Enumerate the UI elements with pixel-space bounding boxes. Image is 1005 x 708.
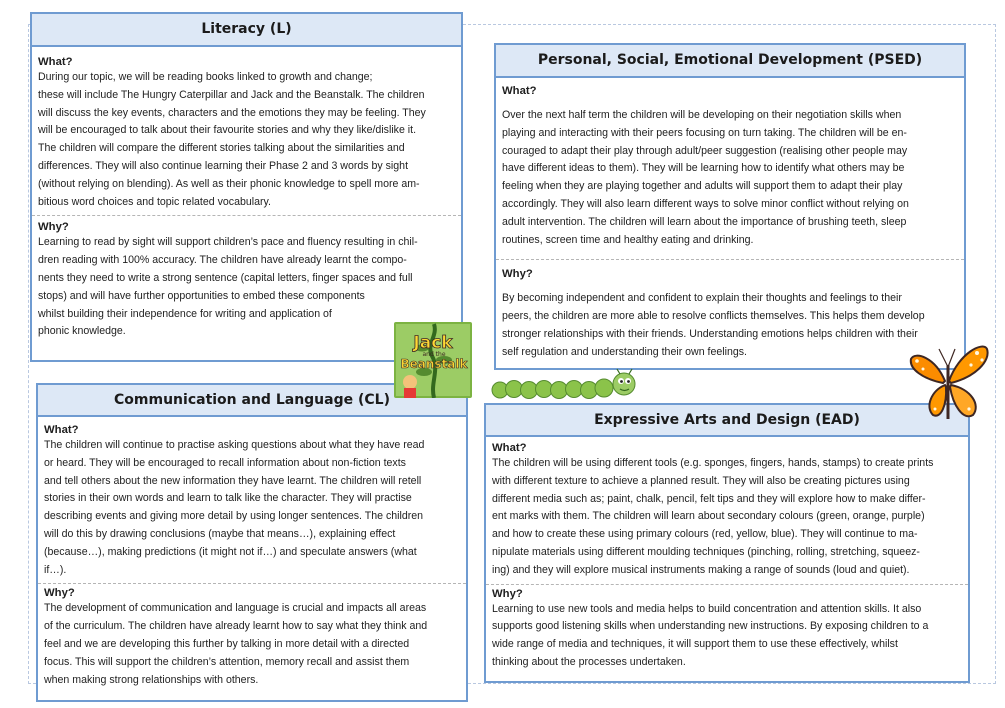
caterpillar-image [490, 368, 640, 402]
literacy-why-label: Why? [38, 221, 69, 234]
cl-what-label: What? [44, 424, 79, 436]
literacy-what-label: What? [38, 56, 73, 68]
literacy-what-section [32, 47, 461, 211]
jack-beanstalk-book-image [394, 322, 472, 398]
book-title-line3: Beanstalk [400, 357, 468, 371]
ead-why-text: Learning to use new tools and media helps to build concentration and attention skills. It also supports good listening skills when understanding new instructions. By exposing children to a wide range of media and techniques, it will support them to use these effectively, whilst thinking about the processes undertaken. [492, 602, 929, 668]
psed-what-label: What? [502, 85, 537, 97]
psed-what-section [496, 78, 964, 249]
cl-what-text: The children will continue to practise asking questions about what they have read or heard. They will be encouraged to recall information about non-fiction texts and tell others about the new information they have learnt. The children will retell stories in their own words and learn to talk like the character. They will practise describing events and giving more detail by using longer sentences. The children will do this by drawing conclusions (maybe that means…), explaining effect (because…), making predictions (it might not if…) and speculate answers (what if…). [44, 439, 425, 576]
psed-panel [494, 43, 966, 370]
psed-why-section [496, 260, 964, 361]
psed-why-text: By becoming independent and confident to explain their thoughts and feelings to their peers, the children are more able to resolve conflicts themselves. This helps them develop stronger relationships with their friends. Understanding emotions helps children with their self regulation and understanding their own feelings. [502, 292, 925, 358]
cl-why-text: The development of communication and language is crucial and impacts all areas of the curriculum. The children have already learnt how to say what they think and feel and we are developing this further by talking in more detail with a directed focus. This will support the children’s attention, memory recall and assist them when making strong relationships with others. [44, 602, 428, 686]
literacy-what-text: During our topic, we will be reading books linked to growth and change; these will include The Hungry Caterpillar and Jack and the Beanstalk. The children will discuss the key events, characters and the emotions they may be feeling. They will be encouraged to talk about their favourite stories and why they like/dislike it. The children will compare the different stories talking about the similarities and differences. They will also continue learning their Phase 2 and 3 words by sight (without relying on blending). As well as their phonic knowledge to spell more am- bitious word choices and topic related vocabulary. [38, 71, 426, 208]
psed-title: Personal, Social, Emotional Development (PSED) [496, 45, 964, 78]
ead-what-text: The children will be using different tools (e.g. sponges, fingers, hands, stamps) to create prints with different texture to achieve a planned result. They will also be creating pictures using different media such as; paint, chalk, pencil, felt tips and they will explore how to make differ- ent marks with them. The children will learn about secondary colours (green, orange, purple) and how to create these using primary colours (red, yellow, blue). They will continue to ma- nipulate materials using different moulding techniques (pinching, rolling, stretching, squeez- ing) and they will explore musical instruments making a range of sounds (loud and quiet). [492, 457, 934, 576]
expressive-arts-panel [484, 403, 970, 683]
ead-why-label: Why? [492, 587, 523, 600]
literacy-title: Literacy (L) [32, 14, 461, 47]
cl-why-section [38, 584, 466, 689]
book-title-line1: Jack [413, 333, 453, 353]
butterfly-image [905, 335, 989, 423]
communication-language-panel [36, 383, 468, 702]
cl-why-label: Why? [44, 587, 75, 600]
psed-why-label: Why? [502, 268, 533, 281]
book-title-line2: and the [422, 351, 446, 358]
cl-what-section [38, 417, 466, 579]
literacy-why-text: Learning to read by sight will support children’s pace and fluency resulting in chil- dren reading with 100% accuracy. The children have already learnt the compo- nents they need to write a strong sentence (capital letters, finger spaces and full stops) and will have further opportunities to embed these components whilst building their independence for writing and application of phonic knowledge. [38, 236, 418, 338]
ead-title: Expressive Arts and Design (EAD) [486, 405, 968, 437]
literacy-panel [30, 12, 463, 362]
cl-title: Communication and Language (CL) [38, 385, 466, 417]
ead-what-label: What? [492, 442, 527, 454]
ead-why-section [486, 585, 968, 672]
psed-what-text: Over the next half term the children will be developing on their negotiation skills when playing and interacting with their peers focusing on turn taking. The children will be en- couraged to adapt their play through adult/peer suggestion (realising other people may have different ideas to them). They will be learning how to identify what others may be feeling when they are playing together and adults will support them to adapt their play accordingly. They will also learn different ways to solve minor conflict without relying on adult intervention. The children will learn about the importance of brushing teeth, sleep routines, screen time and healthy eating and drinking. [502, 109, 909, 246]
ead-what-section [486, 437, 968, 580]
